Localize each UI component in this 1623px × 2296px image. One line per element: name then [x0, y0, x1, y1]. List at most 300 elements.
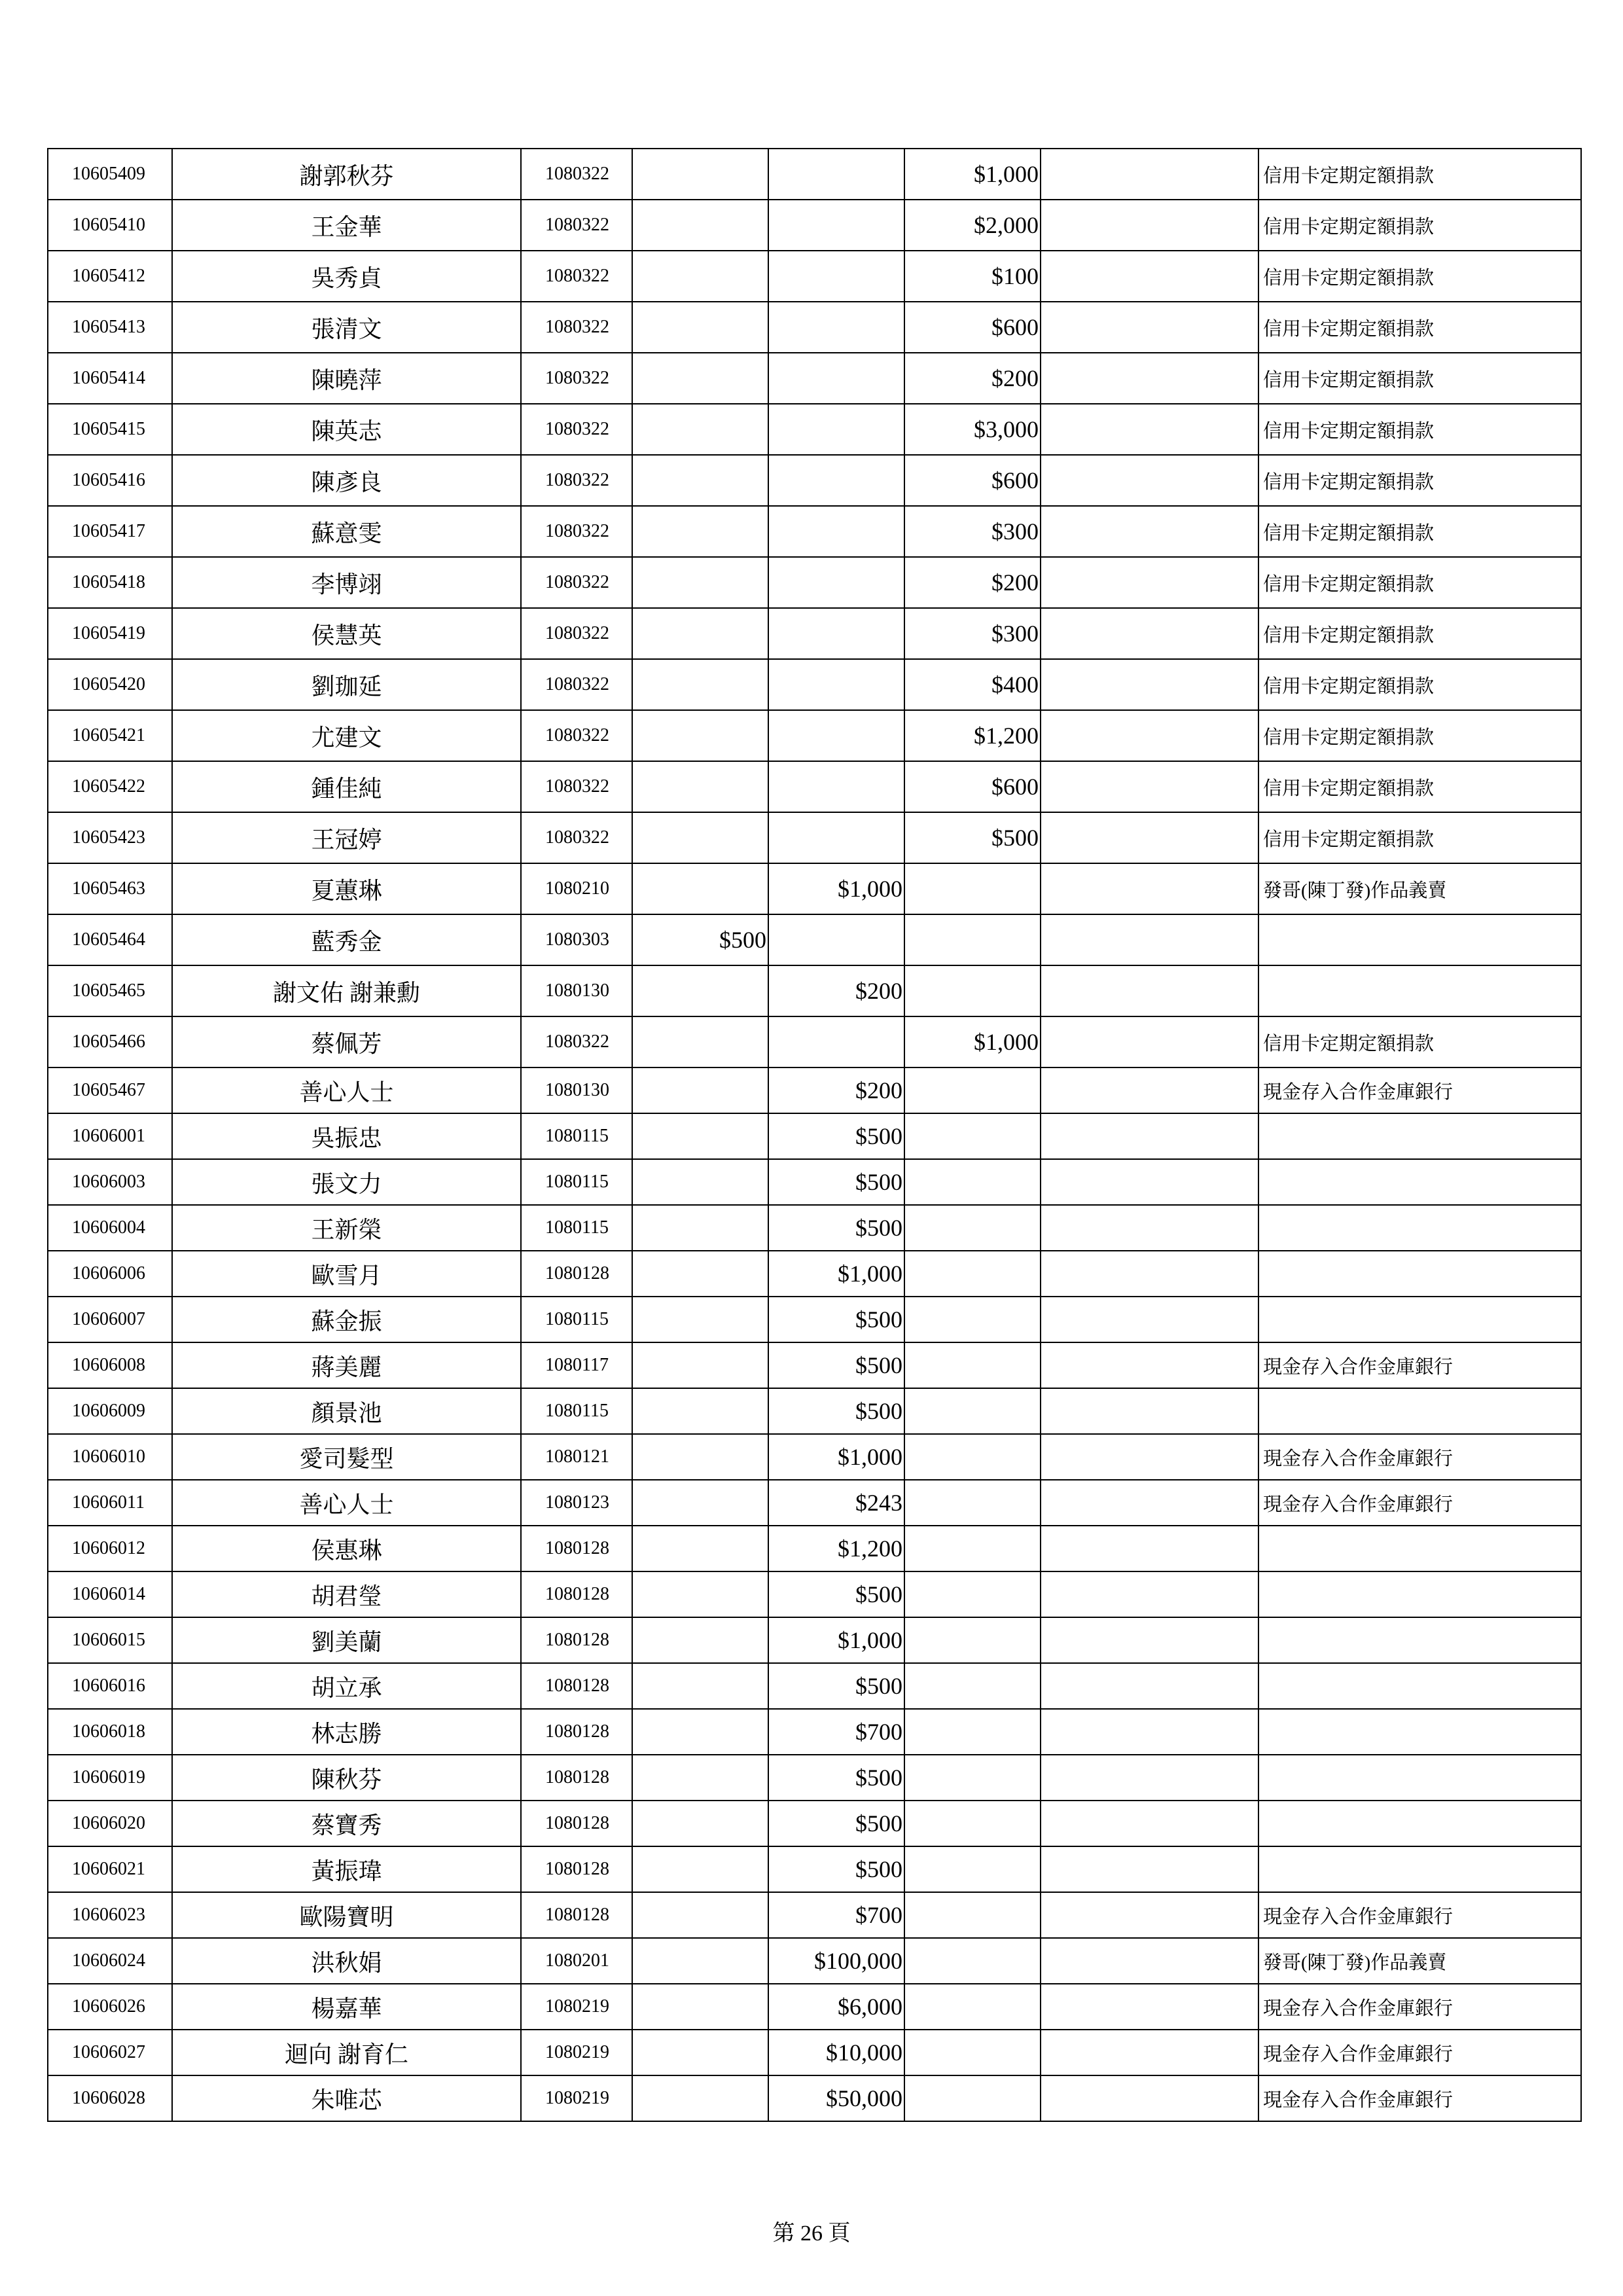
amount-col1-cell [632, 2030, 768, 2075]
amount-col4-cell [1041, 1892, 1258, 1938]
table-row [48, 1434, 1581, 1480]
amount-col3-cell [904, 1205, 1041, 1251]
amount-col4-cell [1041, 1617, 1258, 1663]
donation-date-cell: 1080115 [521, 1205, 632, 1251]
amount-col2-cell: $500 [768, 1663, 904, 1709]
donor-name-cell: 愛司髮型 [172, 1434, 521, 1480]
table-row [48, 506, 1581, 557]
table-row [48, 1938, 1581, 1984]
donation-date-cell: 1080128 [521, 1251, 632, 1297]
amount-col2-cell [768, 404, 904, 455]
amount-col1-cell [632, 1388, 768, 1434]
donor-id-cell: 10606020 [48, 1801, 172, 1846]
remark-cell: 信用卡定期定額捐款 [1258, 302, 1581, 353]
donor-id-cell: 10605420 [48, 659, 172, 710]
amount-col1-cell [632, 1297, 768, 1342]
donation-date-cell: 1080128 [521, 1617, 632, 1663]
donation-date-cell: 1080128 [521, 1755, 632, 1801]
table-row [48, 1526, 1581, 1571]
amount-col3-cell [904, 1938, 1041, 1984]
remark-cell [1258, 1571, 1581, 1617]
amount-col1-cell [632, 506, 768, 557]
table-row [48, 557, 1581, 608]
donor-name-cell: 蘇意雯 [172, 506, 521, 557]
table-row [48, 1617, 1581, 1663]
amount-col4-cell [1041, 914, 1258, 965]
donation-date-cell: 1080115 [521, 1388, 632, 1434]
remark-cell: 現金存入合作金庫銀行 [1258, 1984, 1581, 2030]
donor-name-cell: 陳秋芬 [172, 1755, 521, 1801]
amount-col3-cell [904, 863, 1041, 914]
donation-date-cell: 1080322 [521, 761, 632, 812]
table-row [48, 2075, 1581, 2121]
donor-name-cell: 善心人士 [172, 1067, 521, 1113]
amount-col1-cell [632, 557, 768, 608]
donor-name-cell: 陳曉萍 [172, 353, 521, 404]
amount-col4-cell [1041, 761, 1258, 812]
amount-col4-cell [1041, 455, 1258, 506]
donor-id-cell: 10605410 [48, 200, 172, 251]
amount-col2-cell: $200 [768, 1067, 904, 1113]
amount-col4-cell [1041, 965, 1258, 1016]
page-number: 第 26 頁 [772, 2221, 851, 2246]
amount-col4-cell [1041, 353, 1258, 404]
donor-name-cell: 善心人士 [172, 1480, 521, 1526]
amount-col2-cell [768, 557, 904, 608]
donation-date-cell: 1080123 [521, 1480, 632, 1526]
amount-col1-cell [632, 200, 768, 251]
remark-cell [1258, 1251, 1581, 1297]
donor-id-cell: 10605467 [48, 1067, 172, 1113]
donor-id-cell: 10605414 [48, 353, 172, 404]
donor-id-cell: 10605417 [48, 506, 172, 557]
donation-date-cell: 1080322 [521, 302, 632, 353]
donor-name-cell: 蔡寶秀 [172, 1801, 521, 1846]
table-row [48, 1251, 1581, 1297]
amount-col4-cell [1041, 1016, 1258, 1067]
donor-name-cell: 歐陽寶明 [172, 1892, 521, 1938]
amount-col4-cell [1041, 812, 1258, 863]
donation-date-cell: 1080130 [521, 965, 632, 1016]
donation-date-cell: 1080303 [521, 914, 632, 965]
amount-col1-cell [632, 2075, 768, 2121]
remark-cell: 信用卡定期定額捐款 [1258, 812, 1581, 863]
table-row [48, 1067, 1581, 1113]
amount-col2-cell: $500 [768, 1846, 904, 1892]
amount-col3-cell [904, 1709, 1041, 1755]
donor-name-cell: 尤建文 [172, 710, 521, 761]
remark-cell [1258, 1388, 1581, 1434]
donor-name-cell: 王冠婷 [172, 812, 521, 863]
donor-name-cell: 迴向 謝育仁 [172, 2030, 521, 2075]
amount-col1-cell [632, 863, 768, 914]
amount-col4-cell [1041, 1571, 1258, 1617]
amount-col1-cell [632, 1709, 768, 1755]
donation-date-cell: 1080117 [521, 1342, 632, 1388]
table-row [48, 1297, 1581, 1342]
amount-col2-cell [768, 1016, 904, 1067]
donor-name-cell: 蔣美麗 [172, 1342, 521, 1388]
donation-date-cell: 1080219 [521, 2075, 632, 2121]
donor-name-cell: 侯惠琳 [172, 1526, 521, 1571]
amount-col3-cell [904, 1251, 1041, 1297]
donor-name-cell: 胡君瑩 [172, 1571, 521, 1617]
donor-id-cell: 10605409 [48, 149, 172, 200]
amount-col1-cell [632, 353, 768, 404]
donor-name-cell: 劉珈延 [172, 659, 521, 710]
donor-id-cell: 10605463 [48, 863, 172, 914]
amount-col4-cell [1041, 506, 1258, 557]
donor-id-cell: 10606006 [48, 1251, 172, 1297]
donor-id-cell: 10606001 [48, 1113, 172, 1159]
donor-id-cell: 10606026 [48, 1984, 172, 2030]
donation-date-cell: 1080201 [521, 1938, 632, 1984]
remark-cell: 信用卡定期定額捐款 [1258, 710, 1581, 761]
donor-id-cell: 10606023 [48, 1892, 172, 1938]
donor-name-cell: 謝文佑 謝兼勳 [172, 965, 521, 1016]
amount-col2-cell: $243 [768, 1480, 904, 1526]
amount-col2-cell: $1,000 [768, 1617, 904, 1663]
amount-col3-cell [904, 914, 1041, 965]
amount-col4-cell [1041, 1067, 1258, 1113]
amount-col3-cell [904, 1801, 1041, 1846]
amount-col2-cell [768, 506, 904, 557]
amount-col3-cell [904, 1480, 1041, 1526]
table-row [48, 1801, 1581, 1846]
amount-col4-cell [1041, 1938, 1258, 1984]
table-row [48, 1571, 1581, 1617]
amount-col2-cell: $500 [768, 1113, 904, 1159]
table-row [48, 863, 1581, 914]
amount-col4-cell [1041, 149, 1258, 200]
remark-cell [1258, 965, 1581, 1016]
table-row [48, 1709, 1581, 1755]
amount-col1-cell [632, 1801, 768, 1846]
donor-name-cell: 王新榮 [172, 1205, 521, 1251]
donation-date-cell: 1080128 [521, 1892, 632, 1938]
amount-col3-cell [904, 1892, 1041, 1938]
amount-col2-cell [768, 710, 904, 761]
donor-name-cell: 蘇金振 [172, 1297, 521, 1342]
amount-col3-cell: $1,000 [904, 1016, 1041, 1067]
donor-name-cell: 胡立承 [172, 1663, 521, 1709]
amount-col1-cell [632, 1016, 768, 1067]
donor-id-cell: 10606015 [48, 1617, 172, 1663]
amount-col1-cell [632, 1938, 768, 1984]
donation-date-cell: 1080121 [521, 1434, 632, 1480]
donor-name-cell: 侯慧英 [172, 608, 521, 659]
amount-col2-cell [768, 353, 904, 404]
remark-cell [1258, 1297, 1581, 1342]
amount-col3-cell: $300 [904, 506, 1041, 557]
remark-cell: 發哥(陳丁發)作品義賣 [1258, 863, 1581, 914]
remark-cell: 信用卡定期定額捐款 [1258, 761, 1581, 812]
donor-name-cell: 歐雪月 [172, 1251, 521, 1297]
remark-cell [1258, 1526, 1581, 1571]
donor-id-cell: 10605423 [48, 812, 172, 863]
amount-col4-cell [1041, 1297, 1258, 1342]
donation-date-cell: 1080322 [521, 659, 632, 710]
amount-col3-cell [904, 1571, 1041, 1617]
amount-col2-cell: $1,200 [768, 1526, 904, 1571]
amount-col2-cell: $10,000 [768, 2030, 904, 2075]
donor-id-cell: 10606009 [48, 1388, 172, 1434]
table-row [48, 1016, 1581, 1067]
donation-date-cell: 1080322 [521, 455, 632, 506]
donor-id-cell: 10606018 [48, 1709, 172, 1755]
table-row [48, 302, 1581, 353]
amount-col2-cell: $50,000 [768, 2075, 904, 2121]
amount-col3-cell [904, 1113, 1041, 1159]
amount-col3-cell [904, 1067, 1041, 1113]
table-row [48, 1846, 1581, 1892]
donor-id-cell: 10606014 [48, 1571, 172, 1617]
donor-id-cell: 10606016 [48, 1663, 172, 1709]
donor-name-cell: 謝郭秋芬 [172, 149, 521, 200]
amount-col3-cell: $1,200 [904, 710, 1041, 761]
amount-col2-cell: $100,000 [768, 1938, 904, 1984]
donor-id-cell: 10605419 [48, 608, 172, 659]
amount-col2-cell [768, 659, 904, 710]
ledger-body [48, 149, 1581, 2121]
donation-date-cell: 1080322 [521, 710, 632, 761]
donor-name-cell: 蔡佩芳 [172, 1016, 521, 1067]
table-row [48, 353, 1581, 404]
amount-col1-cell [632, 1067, 768, 1113]
amount-col4-cell [1041, 1846, 1258, 1892]
amount-col1-cell [632, 1113, 768, 1159]
amount-col2-cell: $200 [768, 965, 904, 1016]
donation-date-cell: 1080210 [521, 863, 632, 914]
donation-ledger-table [47, 148, 1582, 2122]
amount-col4-cell [1041, 2075, 1258, 2121]
amount-col4-cell [1041, 1709, 1258, 1755]
amount-col2-cell [768, 149, 904, 200]
table-row [48, 1984, 1581, 2030]
amount-col4-cell [1041, 1113, 1258, 1159]
amount-col3-cell [904, 1984, 1041, 2030]
amount-col3-cell [904, 965, 1041, 1016]
amount-col1-cell [632, 1663, 768, 1709]
amount-col1-cell [632, 1984, 768, 2030]
donation-date-cell: 1080322 [521, 404, 632, 455]
amount-col2-cell: $500 [768, 1755, 904, 1801]
amount-col1-cell: $500 [632, 914, 768, 965]
amount-col4-cell [1041, 1801, 1258, 1846]
amount-col4-cell [1041, 1480, 1258, 1526]
donor-id-cell: 10605465 [48, 965, 172, 1016]
donor-name-cell: 顏景池 [172, 1388, 521, 1434]
donation-date-cell: 1080115 [521, 1113, 632, 1159]
amount-col4-cell [1041, 1663, 1258, 1709]
amount-col1-cell [632, 1892, 768, 1938]
table-row [48, 1159, 1581, 1205]
amount-col3-cell: $100 [904, 251, 1041, 302]
table-row [48, 1755, 1581, 1801]
amount-col4-cell [1041, 2030, 1258, 2075]
donation-date-cell: 1080219 [521, 2030, 632, 2075]
amount-col1-cell [632, 1617, 768, 1663]
remark-cell [1258, 1663, 1581, 1709]
remark-cell: 信用卡定期定額捐款 [1258, 557, 1581, 608]
amount-col3-cell [904, 2075, 1041, 2121]
donor-id-cell: 10606004 [48, 1205, 172, 1251]
amount-col3-cell: $1,000 [904, 149, 1041, 200]
donor-name-cell: 張清文 [172, 302, 521, 353]
amount-col1-cell [632, 149, 768, 200]
donor-id-cell: 10605421 [48, 710, 172, 761]
donation-date-cell: 1080128 [521, 1663, 632, 1709]
amount-col3-cell: $200 [904, 353, 1041, 404]
amount-col4-cell [1041, 1251, 1258, 1297]
donation-date-cell: 1080128 [521, 1526, 632, 1571]
amount-col1-cell [632, 1526, 768, 1571]
table-row [48, 608, 1581, 659]
amount-col1-cell [632, 1755, 768, 1801]
amount-col3-cell [904, 1159, 1041, 1205]
donor-id-cell: 10605412 [48, 251, 172, 302]
amount-col2-cell: $700 [768, 1709, 904, 1755]
amount-col1-cell [632, 1342, 768, 1388]
remark-cell: 信用卡定期定額捐款 [1258, 659, 1581, 710]
donor-name-cell: 藍秀金 [172, 914, 521, 965]
amount-col2-cell: $500 [768, 1571, 904, 1617]
table-row [48, 404, 1581, 455]
amount-col4-cell [1041, 659, 1258, 710]
amount-col2-cell [768, 200, 904, 251]
amount-col2-cell: $500 [768, 1205, 904, 1251]
amount-col1-cell [632, 608, 768, 659]
amount-col4-cell [1041, 1342, 1258, 1388]
donor-id-cell: 10606011 [48, 1480, 172, 1526]
remark-cell: 現金存入合作金庫銀行 [1258, 1480, 1581, 1526]
remark-cell: 信用卡定期定額捐款 [1258, 455, 1581, 506]
amount-col3-cell: $600 [904, 302, 1041, 353]
amount-col1-cell [632, 302, 768, 353]
donor-name-cell: 吳振忠 [172, 1113, 521, 1159]
donor-id-cell: 10605415 [48, 404, 172, 455]
amount-col2-cell: $1,000 [768, 1434, 904, 1480]
table-row [48, 710, 1581, 761]
donor-name-cell: 李博翊 [172, 557, 521, 608]
amount-col2-cell [768, 608, 904, 659]
amount-col4-cell [1041, 251, 1258, 302]
donor-id-cell: 10606021 [48, 1846, 172, 1892]
donor-id-cell: 10606008 [48, 1342, 172, 1388]
amount-col3-cell [904, 1526, 1041, 1571]
donation-date-cell: 1080115 [521, 1159, 632, 1205]
amount-col2-cell: $700 [768, 1892, 904, 1938]
amount-col2-cell [768, 251, 904, 302]
amount-col1-cell [632, 251, 768, 302]
donor-id-cell: 10605464 [48, 914, 172, 965]
table-row [48, 659, 1581, 710]
amount-col1-cell [632, 965, 768, 1016]
amount-col3-cell: $500 [904, 812, 1041, 863]
amount-col4-cell [1041, 1159, 1258, 1205]
amount-col4-cell [1041, 863, 1258, 914]
amount-col3-cell [904, 2030, 1041, 2075]
amount-col4-cell [1041, 557, 1258, 608]
remark-cell: 現金存入合作金庫銀行 [1258, 1067, 1581, 1113]
remark-cell: 現金存入合作金庫銀行 [1258, 1342, 1581, 1388]
donation-date-cell: 1080128 [521, 1709, 632, 1755]
table-row [48, 812, 1581, 863]
donation-date-cell: 1080322 [521, 812, 632, 863]
amount-col1-cell [632, 710, 768, 761]
donor-id-cell: 10605416 [48, 455, 172, 506]
donation-date-cell: 1080322 [521, 251, 632, 302]
donation-date-cell: 1080322 [521, 1016, 632, 1067]
amount-col3-cell: $300 [904, 608, 1041, 659]
amount-col3-cell: $400 [904, 659, 1041, 710]
amount-col3-cell: $2,000 [904, 200, 1041, 251]
donor-id-cell: 10606003 [48, 1159, 172, 1205]
amount-col2-cell: $6,000 [768, 1984, 904, 2030]
remark-cell: 信用卡定期定額捐款 [1258, 404, 1581, 455]
remark-cell: 信用卡定期定額捐款 [1258, 506, 1581, 557]
donor-id-cell: 10605413 [48, 302, 172, 353]
amount-col2-cell: $500 [768, 1388, 904, 1434]
amount-col2-cell: $500 [768, 1297, 904, 1342]
remark-cell: 現金存入合作金庫銀行 [1258, 1434, 1581, 1480]
amount-col3-cell: $3,000 [904, 404, 1041, 455]
table-row [48, 1113, 1581, 1159]
amount-col2-cell [768, 455, 904, 506]
amount-col4-cell [1041, 302, 1258, 353]
amount-col3-cell [904, 1755, 1041, 1801]
remark-cell: 信用卡定期定額捐款 [1258, 1016, 1581, 1067]
donation-date-cell: 1080322 [521, 200, 632, 251]
amount-col1-cell [632, 404, 768, 455]
donor-id-cell: 10606010 [48, 1434, 172, 1480]
amount-col4-cell [1041, 1434, 1258, 1480]
remark-cell [1258, 914, 1581, 965]
amount-col4-cell [1041, 404, 1258, 455]
amount-col2-cell [768, 812, 904, 863]
amount-col2-cell: $1,000 [768, 1251, 904, 1297]
remark-cell: 現金存入合作金庫銀行 [1258, 2030, 1581, 2075]
remark-cell [1258, 1709, 1581, 1755]
amount-col1-cell [632, 1159, 768, 1205]
table-row [48, 1388, 1581, 1434]
amount-col1-cell [632, 1571, 768, 1617]
donation-date-cell: 1080115 [521, 1297, 632, 1342]
remark-cell: 信用卡定期定額捐款 [1258, 353, 1581, 404]
remark-cell [1258, 1846, 1581, 1892]
donor-name-cell: 夏蕙琳 [172, 863, 521, 914]
remark-cell [1258, 1113, 1581, 1159]
amount-col4-cell [1041, 1984, 1258, 2030]
table-row [48, 1663, 1581, 1709]
donor-id-cell: 10606007 [48, 1297, 172, 1342]
donor-name-cell: 陳彥良 [172, 455, 521, 506]
donor-id-cell: 10605418 [48, 557, 172, 608]
amount-col3-cell: $200 [904, 557, 1041, 608]
donation-date-cell: 1080322 [521, 608, 632, 659]
donor-id-cell: 10606012 [48, 1526, 172, 1571]
table-row [48, 1342, 1581, 1388]
amount-col4-cell [1041, 710, 1258, 761]
table-row [48, 965, 1581, 1016]
donor-id-cell: 10606027 [48, 2030, 172, 2075]
amount-col3-cell [904, 1297, 1041, 1342]
amount-col1-cell [632, 1251, 768, 1297]
donation-date-cell: 1080130 [521, 1067, 632, 1113]
amount-col1-cell [632, 1205, 768, 1251]
table-row [48, 251, 1581, 302]
remark-cell: 信用卡定期定額捐款 [1258, 200, 1581, 251]
